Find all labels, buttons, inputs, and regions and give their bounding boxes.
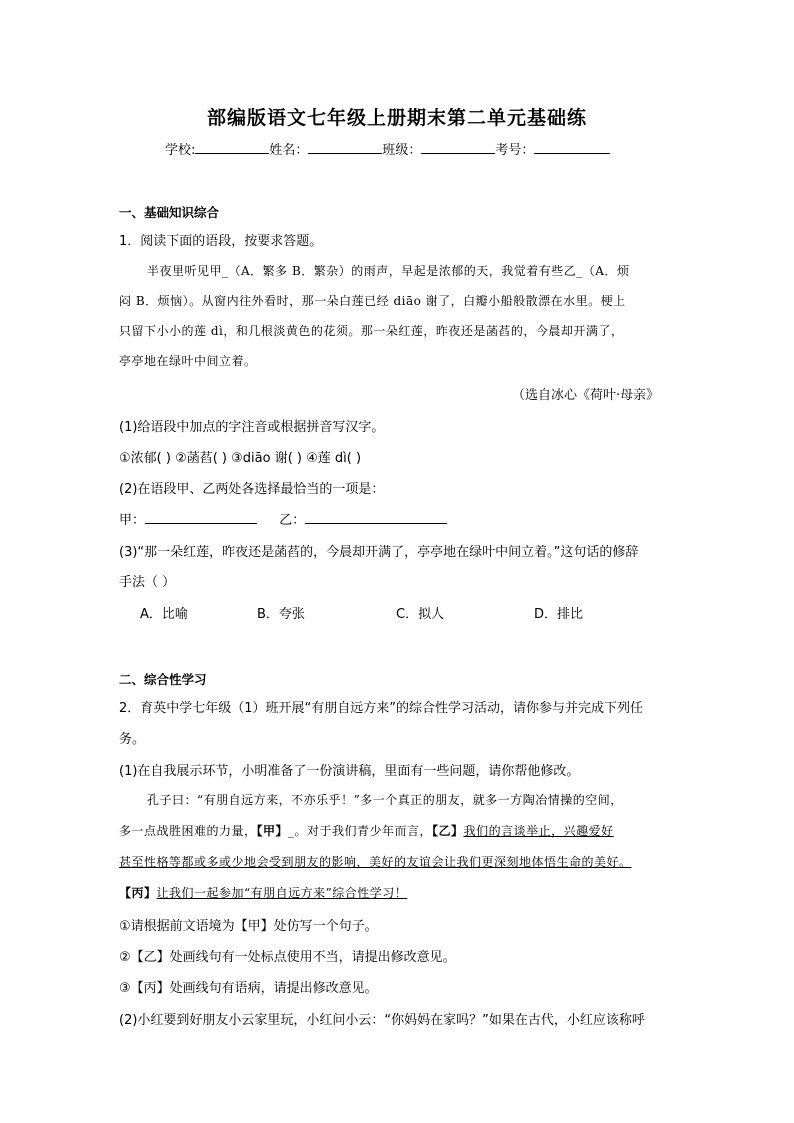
name-blank[interactable] — [308, 140, 382, 154]
sub-question-3-line-1: (3)“那一朵红莲，昨夜还是菡萏的，今晨却开满了，亭亭地在绿叶中间立着。”这句话的修辞 — [119, 545, 639, 560]
marker-jia: 【甲】 — [256, 824, 289, 838]
question-1-stem: 1．阅读下面的语段，按要求答题。 — [119, 234, 323, 249]
sub-question-1-items: ①浓郁( ) ②菡萏( ) ③diāo 谢( ) ④莲 dì( ) — [119, 451, 362, 466]
underlined-sentence-bing: 让我们一起参加“有朋自远方来”综合性学习！ — [156, 886, 408, 900]
option-a[interactable]: A．比喻 — [140, 607, 188, 622]
passage-line-3: 只留下小小的莲 dì，和几根淡黄色的花须。那一朵红莲，昨夜还是菡萏的，今晨却开满了， — [119, 324, 624, 338]
question-2-line-1: 2．育英中学七年级（1）班开展“有朋自远方来”的综合性学习活动，请你参与并完成下列任 — [119, 701, 644, 716]
option-d[interactable]: D．排比 — [534, 607, 584, 622]
class-label: 班级： — [382, 143, 422, 158]
section-heading-1: 一、基础知识综合 — [119, 205, 220, 220]
task-2: ②【乙】处画线句有一处标点使用不当，请提出修改意见。 — [119, 950, 456, 965]
school-blank[interactable] — [195, 140, 269, 154]
speech-line-1: 孔子曰：“有朋自远方来，不亦乐乎！”多一个真正的朋友，就多一方陶冶情操的空间， — [147, 793, 623, 807]
section-heading-2: 二、综合性学习 — [119, 672, 207, 687]
speech-line-4 — [119, 884, 407, 901]
number-blank[interactable] — [534, 140, 610, 154]
student-info-line — [165, 139, 610, 158]
sub-question-1: (1)给语段中加点的字注音或根据拼音写汉字。 — [119, 420, 385, 435]
marker-yi: 【乙】 — [432, 824, 464, 838]
passage-line-4: 亭亭地在绿叶中间立着。 — [119, 354, 257, 368]
passage-source: （选自冰心《荷叶·母亲》 — [512, 388, 660, 403]
underlined-sentence-yi: 我们的言谈举止，兴趣爱好 — [463, 824, 614, 838]
option-c[interactable]: C．拟人 — [396, 607, 445, 622]
sub-question-3-line-2: 手法（ ） — [119, 575, 176, 590]
speech-line-3: 甚至性格等都或多或少地会受到朋友的影响，美好的友谊会让我们更深刻地体悟生命的美好。 — [119, 855, 632, 869]
question-2-line-2: 务。 — [119, 732, 146, 747]
class-blank[interactable] — [421, 140, 495, 154]
task-3: ③【丙】处画线句有语病，请提出修改意见。 — [119, 981, 378, 996]
yi-blank[interactable] — [305, 510, 447, 524]
marker-bing: 【丙】 — [119, 886, 157, 900]
jia-label: 甲： — [119, 513, 146, 528]
speech-line-2 — [119, 822, 614, 839]
passage-line-1: 半夜里听见甲_（A．繁多 B．繁杂）的雨声，早起是浓郁的天，我觉着有些乙_（A．烦 — [147, 264, 630, 278]
school-label: 学校: — [165, 143, 196, 158]
sub-question-2: (2)在语段甲、乙两处各选择最恰当的一项是： — [119, 482, 385, 497]
page-title: 部编版语文七年级上册期末第二单元基础练 — [206, 107, 587, 129]
task-1: ①请根据前文语境为【甲】处仿写一个句子。 — [119, 919, 378, 934]
q2-sub-question-2: (2)小红要到好朋友小云家里玩，小红问小云：“你妈妈在家吗？”如果在古代，小红应该称呼 — [119, 1013, 645, 1028]
speech-line-2-a: 多一点战胜困难的力量， — [119, 824, 257, 838]
jia-blank[interactable] — [145, 510, 257, 524]
speech-line-2-b: _。对于我们青少年而言， — [288, 824, 433, 838]
q2-sub-question-1: (1)在自我展示环节，小明准备了一份演讲稿，里面有一些问题，请你帮他修改。 — [119, 764, 580, 779]
number-label: 考号： — [495, 143, 535, 158]
passage-line-2: 闷 B．烦恼）。从窗内往外看时，那一朵白莲已经 diāo 谢了，白瓣小船般散漂在水里。梗上 — [119, 294, 626, 308]
yi-label: 乙： — [279, 513, 306, 528]
name-label: 姓名： — [269, 143, 309, 158]
answer-line-jia-yi — [119, 509, 447, 528]
option-b[interactable]: B．夸张 — [257, 607, 305, 622]
